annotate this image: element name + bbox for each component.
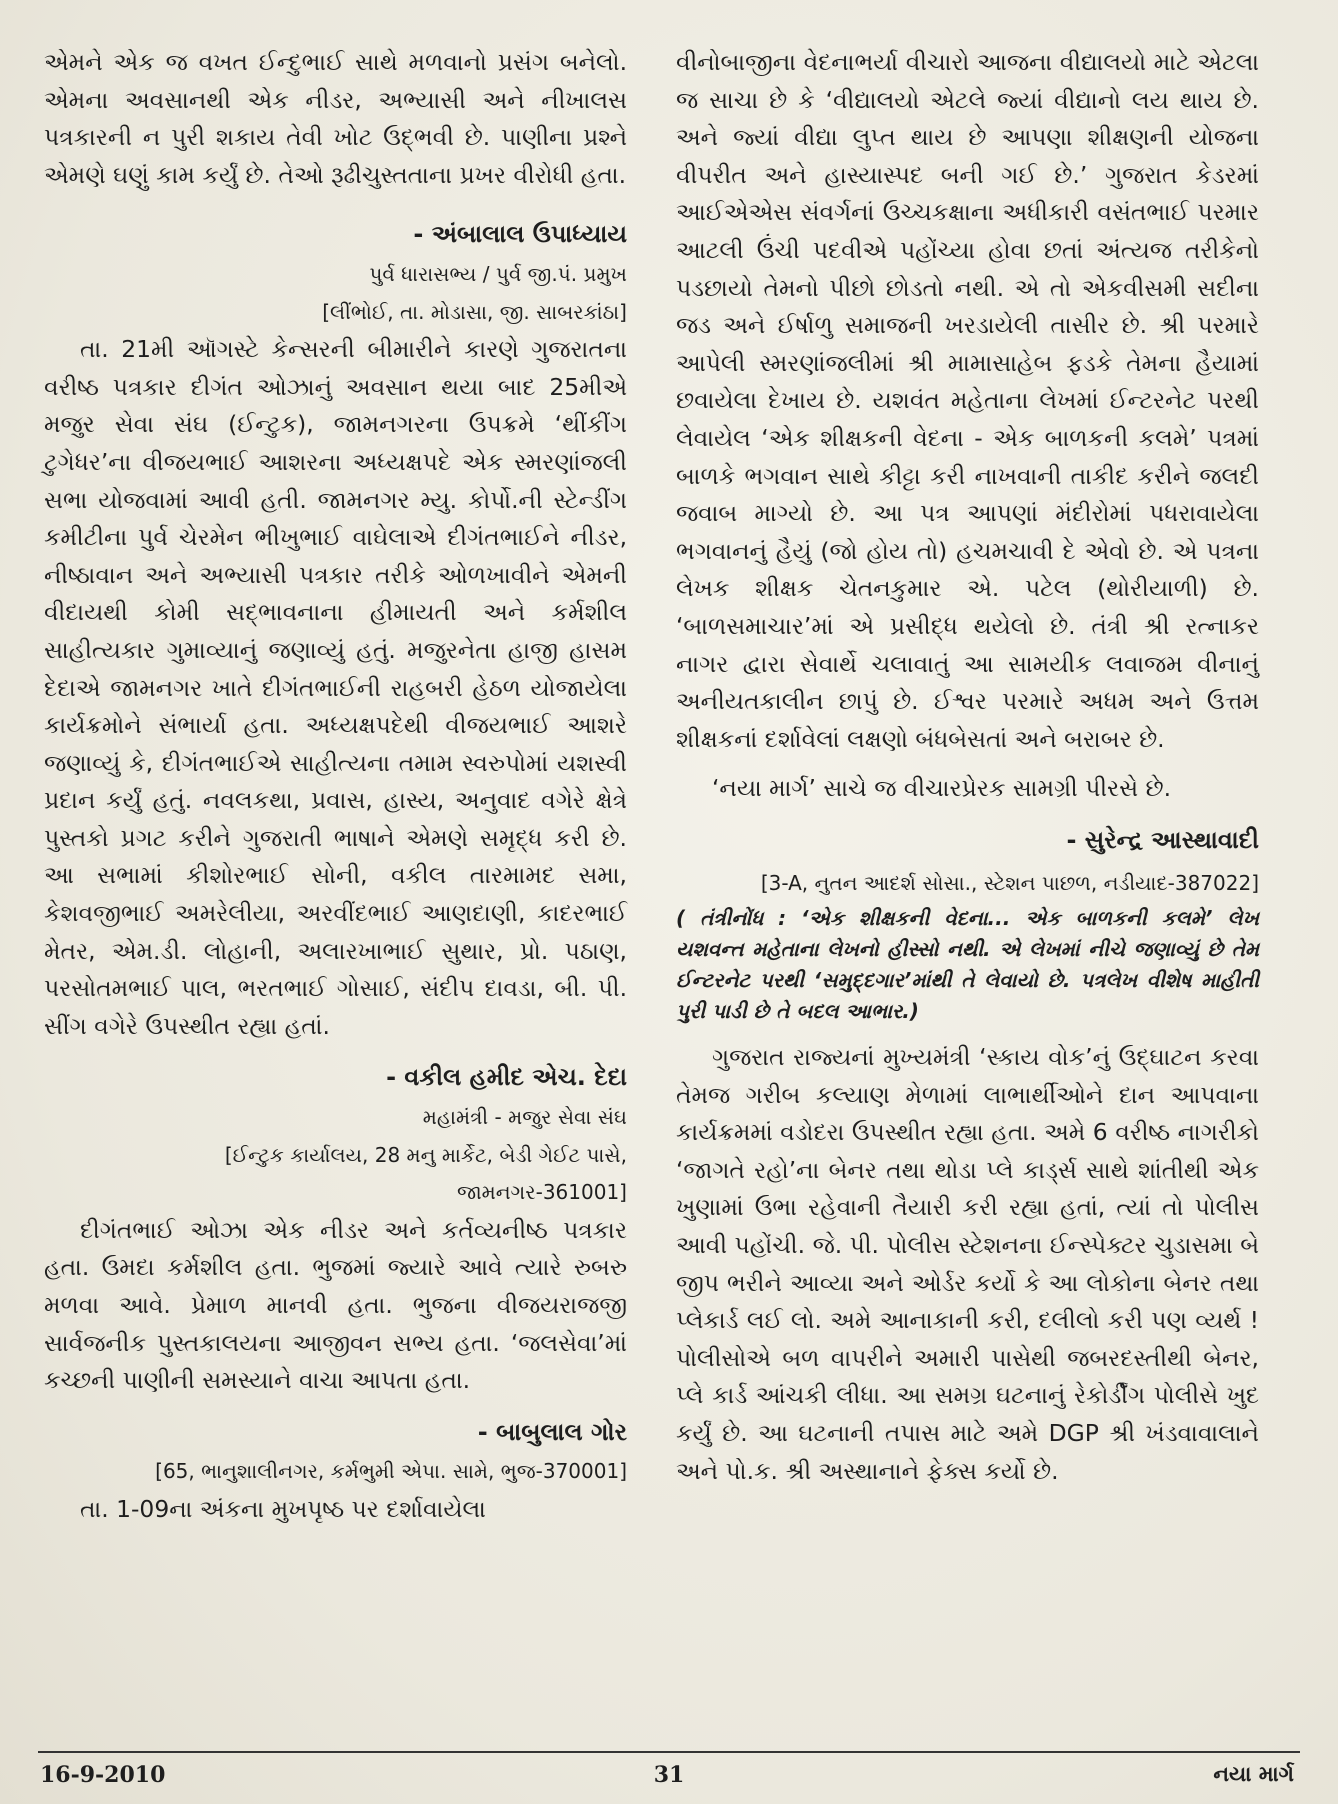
paragraph: વીનોબાજીના વેદનાભર્યા વીચારો આજના વીદ્યાલયો માટે એટલા જ સાચા છે કે ‘વીદ્યાલયો એટલે જ્યાં વીદ્યાનો લય થાય છે. અને જ્યાં વીદ્યા લુપ્ત થાય છે આપણા શીક્ષણની યોજના વીપરીત અને હાસ્યાસ્પદ બની ગઈ છે.’ ગુજરાત કેડરમાં આઈએએસ સંવર્ગનાં ઉચ્ચકક્ષાના અધીકારી વસંતભાઈ પરમાર આટલી ઉંચી પદવીએ પહોંચ્યા હોવા છતાં અંત્યજ તરીકેનો પડછાયો તેમનો પીછો છોડતો નથી. એ તો એકવીસમી સદીના જડ અને ઈર્ષાળુ સમાજની ખરડાયેલી તાસીર છે. શ્રી પરમારે આપેલી સ્મરણાંજલીમાં શ્રી મામાસાહેબ ફડકે તેમના હૈયામાં છવાયેલા દેખાય છે. યશવંત મહેતાના લેખમાં ઈન્ટરનેટ પરથી લેવાયેલ ‘એક શીક્ષકની વેદના - એક બાળકની કલમે’ પત્રમાં બાળકે ભગવાન સાથે કીટ્ટા કરી નાખવાની તાકીદ કરીને જલદી જવાબ માગ્યો છે. આ પત્ર આપણાં મંદીરોમાં પધરાવાયેલા ભગવાનનું હૈયું (જો હોય તો) હચમચાવી દે એવો છે. એ પત્રના લેખક શીક્ષક ચેતનકુમાર એ. પટેલ (થોરીયાળી) છે. ‘બાળસમાચાર’માં એ પ્રસીદ્ધ થયેલો છે. તંત્રી શ્રી રત્નાકર નાગર દ્વારા સેવાર્થે ચલાવાતું આ સામયીક લવાજમ વીનાનું અનીયતકાલીન છાપું છે. ઈશ્વર પરમારે અધમ અને ઉત્તમ શીક્ષકનાં દર્શાવેલાં લક્ષણો બંધબેસતાં અને બરાબર છે. bbox=[676, 48, 1259, 753]
left-column bbox=[44, 44, 627, 1529]
footer-divider bbox=[38, 1751, 1300, 1753]
signature-address: [65, ભાનુશાલીનગર, કર્મભુમી એપા. સામે, ભુજ-370001] bbox=[155, 1459, 627, 1484]
footer-date: 16-9-2010 bbox=[40, 1762, 166, 1788]
signature-address: જામનગર-361001] bbox=[456, 1180, 627, 1205]
magazine-name: નયા માર્ગ bbox=[1213, 1762, 1294, 1786]
paragraph: દીગંતભાઈ ઓઝા એક નીડર અને કર્તવ્યનીષ્ઠ પત્રકાર હતા. ઉમદા કર્મશીલ હતા. ભુજમાં જ્યારે આવે ત્યારે રુબરુ મળવા આવે. પ્રેમાળ માનવી હતા. ભુજના વીજયરાજજી સાર્વજનીક પુસ્તકાલયના આજીવન સભ્ય હતા. ‘જલસેવા’માં કચ્છની પાણીની સમસ્યાને વાચા આપતા હતા. bbox=[44, 1215, 627, 1395]
paragraph: એમને એક જ વખત ઈન્દુભાઈ સાથે મળવાનો પ્રસંગ બનેલો. એમના અવસાનથી એક નીડર, અભ્યાસી અને નીખાલસ પત્રકારની ન પુરી શકાય તેવી ખોટ ઉદ્ભવી છે. પાણીના પ્રશ્ને એમણે ઘણું કામ કર્યું છે. તેઓ રૂઢીચુસ્તતાના પ્રખર વીરોધી હતા. bbox=[44, 48, 627, 189]
paragraph: ગુજરાત રાજ્યનાં મુખ્યમંત્રી ‘સ્કાય વોક’નું ઉદ્ઘાટન કરવા તેમજ ગરીબ કલ્યાણ મેળામાં લાભાર્થીઓને દાન આપવાના કાર્યક્રમમાં વડોદરા ઉપસ્થીત રહ્યા હતા. અમે 6 વરીષ્ઠ નાગરીકો ‘જાગતે રહો’ના બેનર તથા થોડા પ્લે કાર્ડ્સ સાથે શાંતીથી એક ખુણામાં ઉભા રહેવાની તૈયારી કરી રહ્યા હતાં, ત્યાં તો પોલીસ આવી પહોંચી. જે. પી. પોલીસ સ્ટેશનના ઈન્સ્પેક્ટર ચુડાસમા બે જીપ ભરીને આવ્યા અને ઓર્ડર કર્યો કે આ લોકોના બેનર તથા પ્લેકાર્ડ લઈ લો. અમે આનાકાની કરી, દલીલો કરી પણ વ્યર્થ ! પોલીસોએ બળ વાપરીને અમારી પાસેથી જબરદસ્તીથી બેનર, પ્લે કાર્ડ આંચકી લીધા. આ સમગ્ર ઘટનાનું રેકોર્ડીંગ પોલીસે ખુદ કર્યું છે. આ ઘટનાની તપાસ માટે અમે DGP શ્રી ખંડવાવાલાને અને પો.ક. શ્રી અસ્થાનાને ફેક્સ કર્યો છે. bbox=[676, 1043, 1259, 1485]
signature-address: [લીંભોઈ, તા. મોડાસા, જી. સાબરકાંઠા] bbox=[322, 299, 627, 324]
signature-address: [3-A, નુતન આદર્શ સોસા., સ્ટેશન પાછળ, નડીયાદ-387022] bbox=[760, 871, 1259, 896]
paragraph: તા. 21મી ઑગસ્ટે કેન્સરની બીમારીને કારણે ગુજરાતના વરીષ્ઠ પત્રકાર દીગંત ઓઝાનું અવસાન થયા બાદ 25મીએ મજુર સેવા સંઘ (ઈન્ટુક), જામનગરના ઉપક્રમે ‘થીંકીંગ ટુગેધર’ના વીજયભાઈ આશરના અધ્યક્ષપદે એક સ્મરણાંજલી સભા યોજવામાં આવી હતી. જામનગર મ્યુ. કોર્પો.ની સ્ટેન્ડીંગ કમીટીના પુર્વ ચેરમેન ભીખુભાઈ વાઘેલાએ દીગંતભાઈને નીડર, નીષ્ઠાવાન અને અભ્યાસી પત્રકાર તરીકે ઓળખાવીને એમની વીદાયથી કોમી સદ્ભાવનાના હીમાયતી અને કર્મશીલ સાહીત્યકાર ગુમાવ્યાનું જણાવ્યું હતું. મજુરનેતા હાજી હાસમ દેદાએ જામનગર ખાતે દીગંતભાઈની રાહબરી હેઠળ યોજાયેલા કાર્યક્રમોને સંભાર્યા હતા. અધ્યક્ષપદેથી વીજયભાઈ આશરે જણાવ્યું કે, દીગંતભાઈએ સાહીત્યના તમામ સ્વરુપોમાં યશસ્વી પ્રદાન કર્યું હતું. નવલકથા, પ્રવાસ, હાસ્ય, અનુવાદ વગેરે ક્ષેત્રે પુસ્તકો પ્રગટ કરીને ગુજરાતી ભાષાને એમણે સમૃદ્ધ કરી છે. આ સભામાં કીશોરભાઈ સોની, વકીલ તારમામદ સમા, કેશવજીભાઈ અમરેલીયા, અરવીંદભાઈ આણદાણી, કાદરભાઈ મેતર, એમ.ડી. લોહાની, અલારખાભાઈ સુથાર, પ્રો. પઠાણ, પરસોતમભાઈ પાલ, ભરતભાઈ ગોસાઈ, સંદીપ દાવડા, બી. પી. સીંગ વગેરે ઉપસ્થીત રહ્યા હતાં. bbox=[44, 335, 627, 1040]
right-column bbox=[676, 44, 1259, 1490]
signature-name: - અંબાલાલ ઉપાધ્યાય bbox=[413, 220, 627, 249]
signature-title: પુર્વ ધારાસભ્ય / પુર્વ જી.પં. પ્રમુખ bbox=[369, 261, 627, 286]
signature-title: મહામંત્રી - મજુર સેવા સંઘ bbox=[422, 1105, 627, 1130]
paragraph: તા. 1-09ના અંકના મુખપૃષ્ઠ પર દર્શાવાયેલા bbox=[80, 1494, 486, 1523]
paragraph: ‘નયા માર્ગ’ સાચે જ વીચારપ્રેરક સામગ્રી પીરસે છે. bbox=[712, 774, 1172, 803]
signature-name: - સુરેન્દ્ર આસ્થાવાદી bbox=[1066, 825, 1259, 854]
editor-note: ( તંત્રીનોંધ : ‘એક શીક્ષકની વેદના... એક બાળકની કલમે’ લેખ યશવન્ત મહેતાના લેખનો હીસ્સો નથી. એ લેખમાં નીચે જણાવ્યું છે તેમ ઈન્ટરનેટ પરથી ‘સમુદ્દગાર’માંથી તે લેવાયો છે. પત્રલેખ વીશેષ માહીતી પુરી પાડી છે તે બદલ આભાર.) bbox=[676, 906, 1259, 1024]
signature-name: - વકીલ હમીદ એચ. દેદા bbox=[386, 1063, 627, 1092]
signature-name: - બાબુલાલ ગોર bbox=[477, 1417, 627, 1446]
page-number: 31 bbox=[653, 1762, 685, 1788]
signature-address: [ઈન્ટુક કાર્યાલય, 28 મનુ માર્કેટ, બેડી ગેઈટ પાસે, bbox=[224, 1142, 627, 1167]
